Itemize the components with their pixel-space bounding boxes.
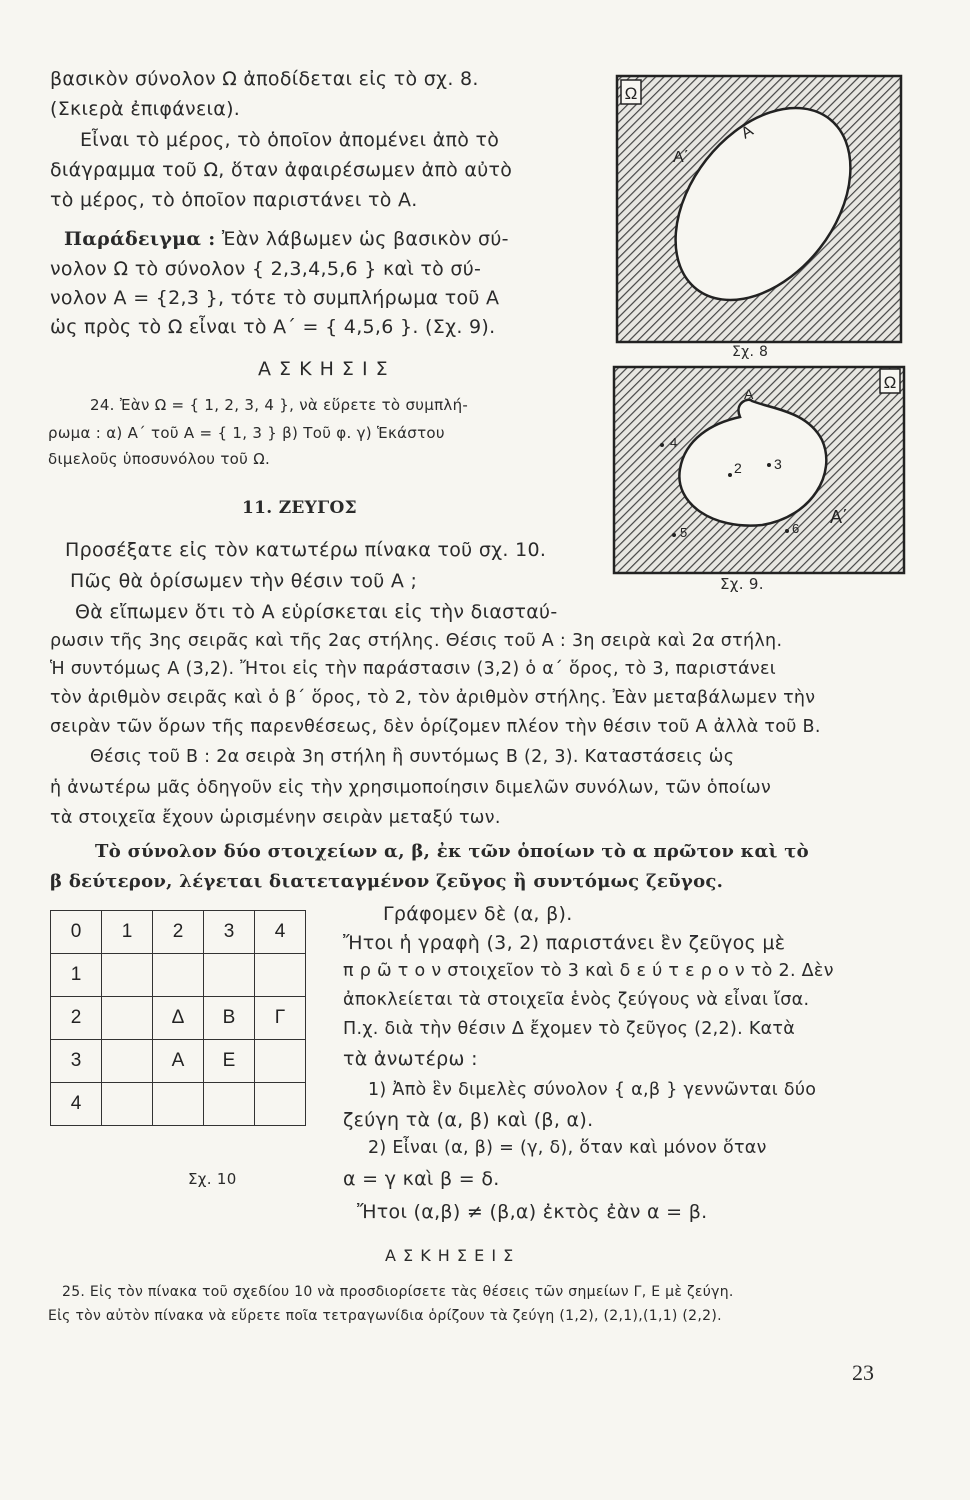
grid-cell: 4	[255, 911, 306, 954]
text-line: 1) Ἀπὸ ἓν διμελὲς σύνολον { α,β } γεννῶνται δύο	[368, 1080, 817, 1100]
figure-8-venn	[615, 74, 905, 344]
text-line: βασικὸν σύνολον Ω ἀποδίδεται εἰς τὸ σχ. 8.	[50, 68, 479, 90]
grid-row	[51, 1040, 306, 1083]
label-a: Α	[744, 386, 754, 402]
exercise-line: 24. Ἐὰν Ω = { 1, 2, 3, 4 }, νὰ εὕρετε τὸ συμπλή-	[90, 396, 469, 414]
text-line: Ἤτοι (α,β) ≠ (β,α) ἐκτὸς ἐὰν α = β.	[357, 1201, 708, 1223]
grid-row	[51, 911, 306, 954]
grid-cell: 2	[153, 911, 204, 954]
exercise-line: Εἰς τὸν αὐτὸν πίνακα νὰ εὕρετε ποῖα τετραγωνίδια ὁρίζουν τὰ ζεύγη (1,2), (2,1),(1,1) (2,2).	[48, 1308, 722, 1324]
grid-cell	[153, 1083, 204, 1126]
figure-10-grid	[50, 910, 306, 1126]
point-dot	[660, 443, 664, 447]
definition-line: Τὸ σύνολον δύο στοιχείων α, β, ἐκ τῶν ὁποίων τὸ α πρῶτον καὶ τὸ	[95, 841, 809, 862]
point-dot	[767, 463, 771, 467]
grid-cell: Δ	[153, 997, 204, 1040]
text-line: Πῶς θὰ ὁρίσωμεν τὴν θέσιν τοῦ Α ;	[70, 570, 418, 592]
figure-8-caption: Σχ. 8	[732, 344, 769, 360]
definition-line: β δεύτερον, λέγεται διατεταγμένον ζεῦγος ἢ συντόμως ζεῦγος.	[50, 871, 724, 892]
label-a-prime: Α΄	[673, 149, 689, 166]
point-dot	[672, 533, 676, 537]
text-line: ἀποκλείεται τὰ στοιχεῖα ἑνὸς ζεύγους νὰ εἶναι ἴσα.	[343, 990, 810, 1010]
text-line: ζεύγη τὰ (α, β) καὶ (β, α).	[343, 1109, 594, 1131]
grid-cell: 0	[51, 911, 102, 954]
text-line: διάγραμμα τοῦ Ω, ὅταν ἀφαιρέσωμεν ἀπὸ αὐτὸ	[50, 159, 513, 181]
text-line: Εἶναι τὸ μέρος, τὸ ὁποῖον ἀπομένει ἀπὸ τὸ	[80, 129, 500, 151]
point-dot	[728, 473, 732, 477]
text-line: Γράφομεν δὲ (α, β).	[383, 903, 573, 925]
label-a-prime: Α΄	[830, 507, 848, 527]
grid-cell: Β	[204, 997, 255, 1040]
point-label: 6	[792, 521, 800, 536]
text-line: Θέσις τοῦ Β : 2α σειρὰ 3η στήλη ἢ συντόμως Β (2, 3). Καταστάσεις ὡς	[90, 747, 735, 767]
point-label: 5	[680, 525, 688, 540]
grid-cell	[255, 1083, 306, 1126]
point-label: 2	[734, 460, 742, 476]
text-line: Θὰ εἴπωμεν ὅτι τὸ Α εὑρίσκεται εἰς τὴν διασταύ-	[75, 601, 558, 623]
text-line: ὡς πρὸς τὸ Ω εἶναι τὸ Α΄ = { 4,5,6 }. (Σχ. 9).	[50, 316, 496, 338]
text-line: Ἤτοι ἡ γραφὴ (3, 2) παριστάνει ἓν ζεῦγος μὲ	[343, 932, 786, 954]
point-label: 3	[774, 456, 782, 472]
grid-cell: 3	[51, 1040, 102, 1083]
example-text: Ἐὰν λάβωμεν ὡς βασικὸν σύ-	[221, 228, 509, 250]
grid-cell	[102, 1083, 153, 1126]
grid-cell: 3	[204, 911, 255, 954]
text-line: νολον Ω τὸ σύνολον { 2,3,4,5,6 } καὶ τὸ σύ-	[50, 258, 482, 280]
grid-cell: 1	[102, 911, 153, 954]
grid-cell: 4	[51, 1083, 102, 1126]
grid-cell	[204, 1083, 255, 1126]
text-line: ἡ ἀνωτέρω μᾶς ὁδηγοῦν εἰς τὴν χρησιμοποίησιν διμελῶν συνόλων, τῶν ὁποίων	[50, 778, 772, 798]
example-line	[64, 230, 509, 249]
point-label: 4	[670, 435, 678, 450]
grid-cell: Γ	[255, 997, 306, 1040]
text-line: ρωσιν τῆς 3ης σειρᾶς καὶ τῆς 2ας στήλης. Θέσις τοῦ Α : 3η σειρὰ καὶ 2α στήλη.	[50, 631, 783, 651]
label-a: Α	[738, 122, 757, 143]
text-line: α = γ καὶ β = δ.	[343, 1168, 500, 1190]
grid-row	[51, 997, 306, 1040]
figure-9-venn	[612, 365, 908, 577]
exercise-heading: Α Σ Κ Η Σ Ε Ι Σ	[385, 1246, 515, 1265]
exercise-line: ρωμα : α) Α΄ τοῦ Α = { 1, 3 } β) Τοῦ φ. γ) Ἑκάστου	[48, 424, 445, 442]
grid-cell	[255, 1040, 306, 1083]
example-label: Παράδειγμα :	[64, 228, 216, 250]
text-line: Π.χ. διὰ τὴν θέσιν Δ ἔχομεν τὸ ζεῦγος (2,2). Κατὰ	[343, 1019, 796, 1039]
figure-10-caption: Σχ. 10	[188, 1170, 237, 1188]
text-line: τὰ ἀνωτέρω :	[343, 1048, 478, 1070]
grid-row	[51, 1083, 306, 1126]
text-line: 2) Εἶναι (α, β) = (γ, δ), ὅταν καὶ μόνον ὅταν	[368, 1138, 767, 1158]
grid-cell: Ε	[204, 1040, 255, 1083]
text-line: τὸν ἀριθμὸν σειρᾶς καὶ ὁ β΄ ὅρος, τὸ 2, τὸν ἀριθμὸν στήλης. Ἐὰν μεταβάλωμεν τὴν	[50, 688, 816, 708]
figure-9-caption: Σχ. 9.	[720, 575, 764, 593]
page-number: 23	[852, 1360, 874, 1385]
exercise-line: διμελοῦς ὑποσυνόλου τοῦ Ω.	[48, 450, 271, 468]
grid-cell: 1	[51, 954, 102, 997]
text-line: τὰ στοιχεῖα ἔχουν ὡρισμένην σειρὰν μεταξύ των.	[50, 808, 501, 828]
grid-cell: Α	[153, 1040, 204, 1083]
omega-label: Ω	[883, 373, 897, 392]
text-line: τὸ μέρος, τὸ ὁποῖον παριστάνει τὸ Α.	[50, 189, 418, 211]
text-line: Ἡ συντόμως Α (3,2). Ἤτοι εἰς τὴν παράστασιν (3,2) ὁ α΄ ὅρος, τὸ 3, παριστάνει	[50, 659, 776, 679]
grid-cell	[102, 954, 153, 997]
grid-cell	[102, 1040, 153, 1083]
grid-row	[51, 954, 306, 997]
grid-cell	[204, 954, 255, 997]
text-line: π ρ ῶ τ ο ν στοιχεῖον τὸ 3 καὶ δ ε ύ τ ε ρ ο ν τὸ 2. Δὲν	[343, 961, 834, 981]
grid-cell	[102, 997, 153, 1040]
text-line: νολον Α = {2,3 }, τότε τὸ συμπλήρωμα τοῦ Α	[50, 287, 500, 309]
grid-cell	[153, 954, 204, 997]
exercise-heading: Α Σ Κ Η Σ Ι Σ	[258, 358, 389, 380]
point-dot	[785, 529, 789, 533]
text-line: Προσέξατε εἰς τὸν κατωτέρω πίνακα τοῦ σχ. 10.	[65, 539, 547, 561]
text-line: σειρὰν τῶν ὅρων τῆς παρενθέσεως, δὲν ὁρίζομεν πλέον τὴν θέσιν τοῦ Α ἀλλὰ τοῦ Β.	[50, 717, 821, 737]
omega-label: Ω	[624, 84, 638, 103]
text-line: (Σκιερὰ ἐπιφάνεια).	[50, 98, 241, 120]
exercise-line: 25. Εἰς τὸν πίνακα τοῦ σχεδίου 10 νὰ προσδιορίσετε τὰς θέσεις τῶν σημείων Γ, Ε μὲ ζεύγη.	[62, 1284, 734, 1300]
grid-cell: 2	[51, 997, 102, 1040]
grid-cell	[255, 954, 306, 997]
section-title: 11. ΖΕΥΓΟΣ	[242, 498, 357, 518]
